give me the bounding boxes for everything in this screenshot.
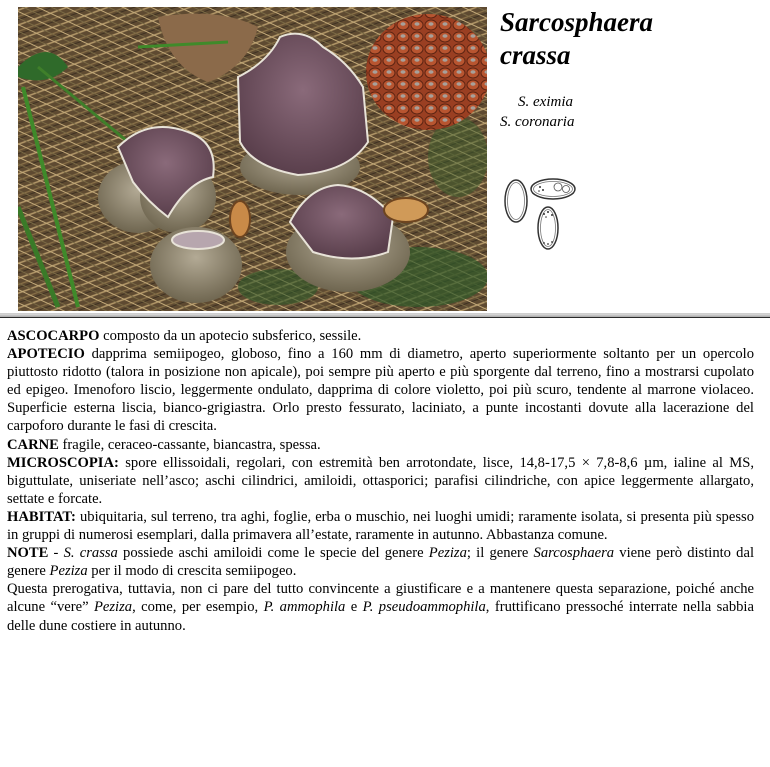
species-title [500, 6, 653, 72]
section-label: APOTECIO [7, 346, 85, 363]
section-text: ubiquitaria, sul terreno, tra aghi, foglie, erba o muschio, nei luoghi umidi; raramente isolata, si presenta più spesso in gruppi di numerosi esemplari, dalla primavera all’estate, raramente in autunno. Abbastanza comune. [7, 508, 754, 544]
genus-name: Peziza [49, 563, 88, 580]
synonym-item: S. eximia [518, 94, 573, 110]
section-text: fragile, ceraceo-cassante, biancastra, spessa. [58, 436, 321, 453]
species-name: S. crassa [63, 545, 118, 562]
section-carne [7, 436, 754, 454]
note-text: , fruttificano pressoché interrate nella sabbia delle dune costiere in autunno. [7, 599, 754, 634]
section-label: ASCOCARPO [7, 328, 100, 344]
section-questa [7, 580, 754, 634]
section-note [7, 544, 754, 580]
genus-name: Peziza [93, 599, 133, 616]
section-ascocarpo [7, 327, 754, 345]
note-text: viene però distinto dal genere [7, 545, 754, 580]
species-name: P. ammophila [263, 599, 346, 616]
note-text: ; il genere [466, 545, 534, 562]
spore-drawing-icon [500, 175, 580, 253]
note-text: , come, per esempio, [132, 599, 264, 616]
section-label: HABITAT: [7, 508, 76, 525]
horizontal-divider [0, 313, 770, 318]
section-text: composto da un apotecio subsferico, sessile. [99, 328, 362, 344]
section-microscopia [7, 454, 754, 508]
note-text: e [345, 599, 363, 616]
synonyms-list [500, 92, 574, 132]
genus-name: Peziza [428, 545, 467, 562]
section-text: spore ellissoidali, regolari, con estremità ben arrotondate, lisce, 14,8-17,5 × 7,8-8,6 µm, ialine al MS, biguttulate, uniseriate nell’asco; aschi cilindrici, amiloidi, ottasporici; parafisi cilindriche, con apice leggermente allargato, settate e forcate. [7, 454, 754, 507]
photo-illustration-icon [18, 7, 487, 311]
section-label: NOTE [7, 545, 49, 562]
title-epithet: crassa [500, 40, 571, 70]
title-genus: Sarcosphaera [500, 7, 654, 37]
section-label: CARNE [7, 436, 59, 453]
synonym-item: S. coronaria [500, 114, 575, 130]
note-text: - [48, 545, 64, 562]
section-label: MICROSCOPIA: [7, 454, 119, 471]
note-text: per il modo di crescita semiipogeo. [87, 563, 297, 580]
section-apotecio [7, 345, 754, 435]
section-text: dapprima semiipogeo, globoso, fino a 160 mm di diametro, aperto superiormente soltanto per un opercolo piuttosto ridotto (talora in posizione non apicale), poi sempre più aperto e più sporgente dal terreno, fino a mostrarsi cupolato ed epigeo. Imenoforo liscio, leggermente ondulato, dapprima di colore violetto, poi più scuro, tendente al marrone violaceo. Superficie esterna liscia, bianco-grigiastra. Orlo presto fessurato, laciniato, a punte incostanti dovute alla lacerazione del carpoforo durante le fasi di crescita. [7, 346, 754, 435]
genus-name: Sarcosphaera [533, 545, 615, 562]
note-text: possiede aschi amiloidi come le specie del genere [117, 545, 429, 562]
spore-illustration [500, 175, 580, 253]
section-habitat [7, 508, 754, 544]
mushroom-photo [18, 7, 487, 311]
description-body [7, 327, 754, 635]
species-name: P. pseudoammophila [362, 599, 486, 616]
note-text: Questa prerogativa, tuttavia, non ci pare del tutto convincente a giustificare e a mantenere questa separazione, poiché anche alcune “vere” [7, 581, 754, 616]
